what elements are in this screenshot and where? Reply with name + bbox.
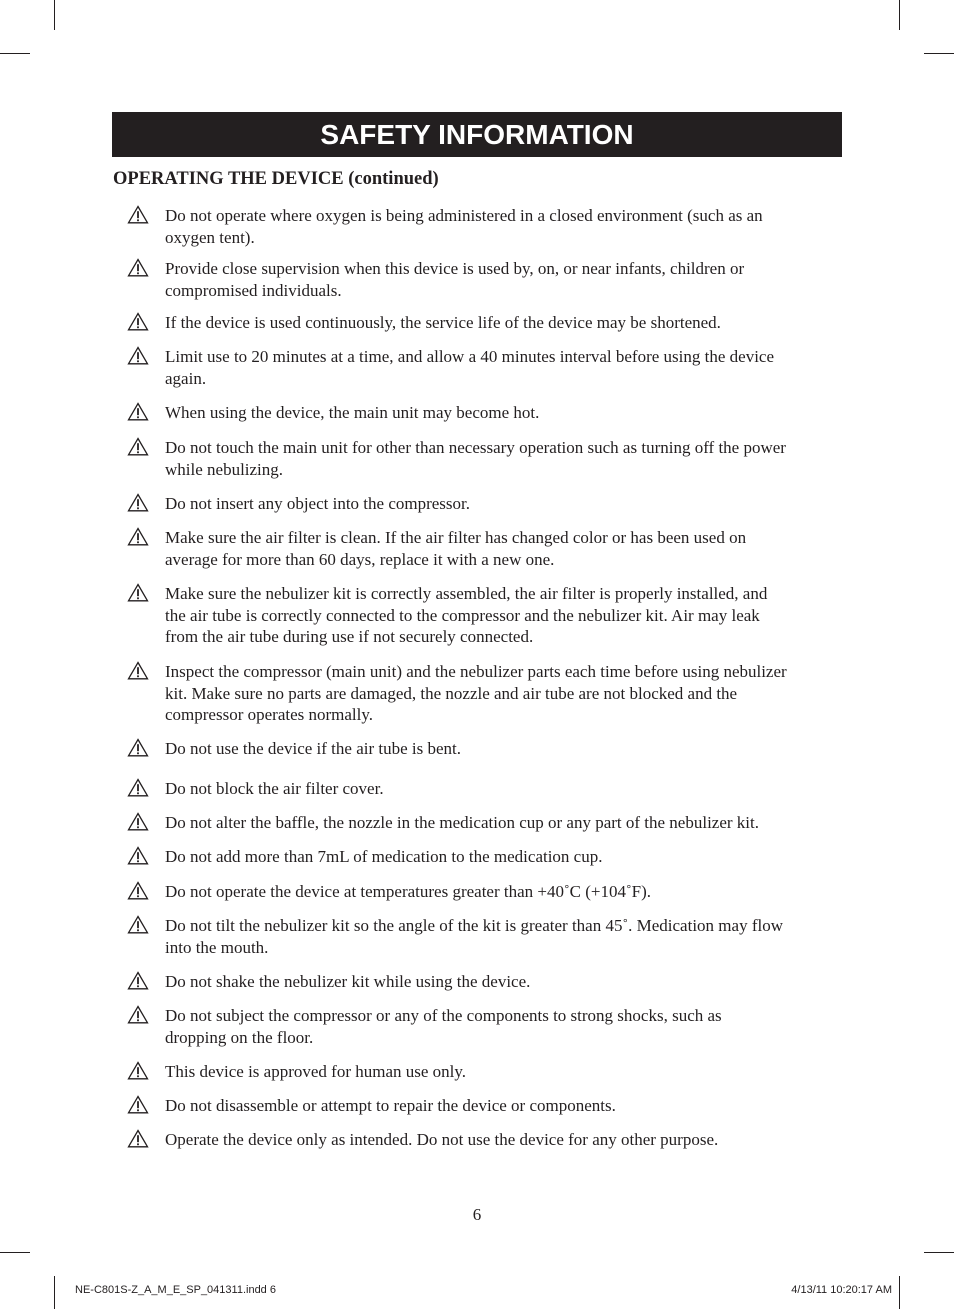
warning-text: Do not subject the compressor or any of the components to strong shocks, such as dropping on the floor. <box>165 1006 722 1047</box>
warning-text: Do not alter the baffle, the nozzle in the medication cup or any part of the nebulizer kit. <box>165 813 759 832</box>
warning-text: Do not add more than 7mL of medication to the medication cup. <box>165 847 603 866</box>
warning-item <box>127 915 787 958</box>
warning-triangle-icon <box>127 346 149 365</box>
warning-triangle-icon <box>127 583 149 602</box>
warning-text: Do not block the air filter cover. <box>165 779 384 798</box>
crop-mark <box>54 1276 55 1309</box>
warning-triangle-icon <box>127 1005 149 1024</box>
section-title: OPERATING THE DEVICE (continued) <box>113 169 439 189</box>
slug-file-name: NE-C801S-Z_A_M_E_SP_041311.indd 6 <box>75 1284 276 1296</box>
warning-item <box>127 881 787 903</box>
crop-mark <box>924 53 954 54</box>
warning-triangle-icon <box>127 778 149 797</box>
warning-text: Make sure the air filter is clean. If the air filter has changed color or has been used on average for more than 60 days, replace it with a new one. <box>165 528 747 569</box>
slug-timestamp: 4/13/11 10:20:17 AM <box>791 1284 892 1296</box>
warning-text: Do not operate where oxygen is being administered in a closed environment (such as an oxygen tent). <box>165 206 763 247</box>
warning-triangle-icon <box>127 493 149 512</box>
warning-triangle-icon <box>127 661 149 680</box>
warning-item <box>127 402 787 424</box>
warning-triangle-icon <box>127 1129 149 1148</box>
warning-triangle-icon <box>127 915 149 934</box>
warning-triangle-icon <box>127 205 149 224</box>
warning-item <box>127 1095 787 1117</box>
warning-item <box>127 583 787 648</box>
warning-triangle-icon <box>127 812 149 831</box>
warning-triangle-icon <box>127 437 149 456</box>
page-number: 6 <box>472 1205 482 1224</box>
warning-triangle-icon <box>127 846 149 865</box>
crop-mark <box>899 0 900 30</box>
warning-item <box>127 258 787 301</box>
warning-item <box>127 1005 787 1048</box>
warning-triangle-icon <box>127 1061 149 1080</box>
warning-text: When using the device, the main unit may become hot. <box>165 403 540 422</box>
warning-item <box>127 312 787 334</box>
warning-triangle-icon <box>127 402 149 421</box>
crop-mark <box>899 1276 900 1309</box>
warning-text: Do not operate the device at temperatures greater than +40˚C (+104˚F). <box>165 882 652 901</box>
warning-item <box>127 738 787 760</box>
warning-item <box>127 205 787 248</box>
warning-triangle-icon <box>127 971 149 990</box>
crop-mark <box>54 0 55 30</box>
warning-triangle-icon <box>127 258 149 277</box>
warning-text: Do not disassemble or attempt to repair the device or components. <box>165 1096 616 1115</box>
warning-triangle-icon <box>127 527 149 546</box>
warning-item <box>127 437 787 480</box>
warning-triangle-icon <box>127 738 149 757</box>
crop-mark <box>924 1252 954 1253</box>
warning-item <box>127 971 787 993</box>
crop-mark <box>0 53 30 54</box>
warning-item <box>127 346 787 389</box>
warning-text: Do not shake the nebulizer kit while using the device. <box>165 972 531 991</box>
warning-item <box>127 812 787 834</box>
warning-text: Provide close supervision when this device is used by, on, or near infants, children or compromised individuals. <box>165 259 745 300</box>
warning-text: Make sure the nebulizer kit is correctly assembled, the air filter is properly installed, and the air tube is correctly connected to the compressor and the nebulizer kit. Air may leak from the air tube during use if not securely connected. <box>165 584 768 646</box>
warning-item <box>127 1129 787 1151</box>
warning-triangle-icon <box>127 312 149 331</box>
warning-triangle-icon <box>127 881 149 900</box>
warning-text: If the device is used continuously, the service life of the device may be shortened. <box>165 313 721 332</box>
warning-text: Inspect the compressor (main unit) and the nebulizer parts each time before using nebulizer kit. Make sure no parts are damaged, the nozzle and air tube are not blocked and the compressor operates normally. <box>165 662 787 724</box>
warning-text: Operate the device only as intended. Do not use the device for any other purpose. <box>165 1130 719 1149</box>
page-title: SAFETY INFORMATION <box>320 118 634 150</box>
warning-text: Do not touch the main unit for other than necessary operation such as turning off the power while nebulizing. <box>165 438 786 479</box>
warning-text: Do not use the device if the air tube is bent. <box>165 739 461 758</box>
warning-text: Limit use to 20 minutes at a time, and allow a 40 minutes interval before using the device again. <box>165 347 775 388</box>
warning-text: Do not tilt the nebulizer kit so the angle of the kit is greater than 45˚. Medication may flow into the mouth. <box>165 916 783 957</box>
warning-item <box>127 778 787 800</box>
crop-mark <box>0 1252 30 1253</box>
warning-text: This device is approved for human use only. <box>165 1062 467 1081</box>
warning-item <box>127 661 787 726</box>
warning-triangle-icon <box>127 1095 149 1114</box>
warning-item <box>127 527 787 570</box>
warning-text: Do not insert any object into the compressor. <box>165 494 470 513</box>
page-title-banner <box>112 112 842 157</box>
warning-item <box>127 846 787 868</box>
warning-item <box>127 493 787 515</box>
warning-item <box>127 1061 787 1083</box>
